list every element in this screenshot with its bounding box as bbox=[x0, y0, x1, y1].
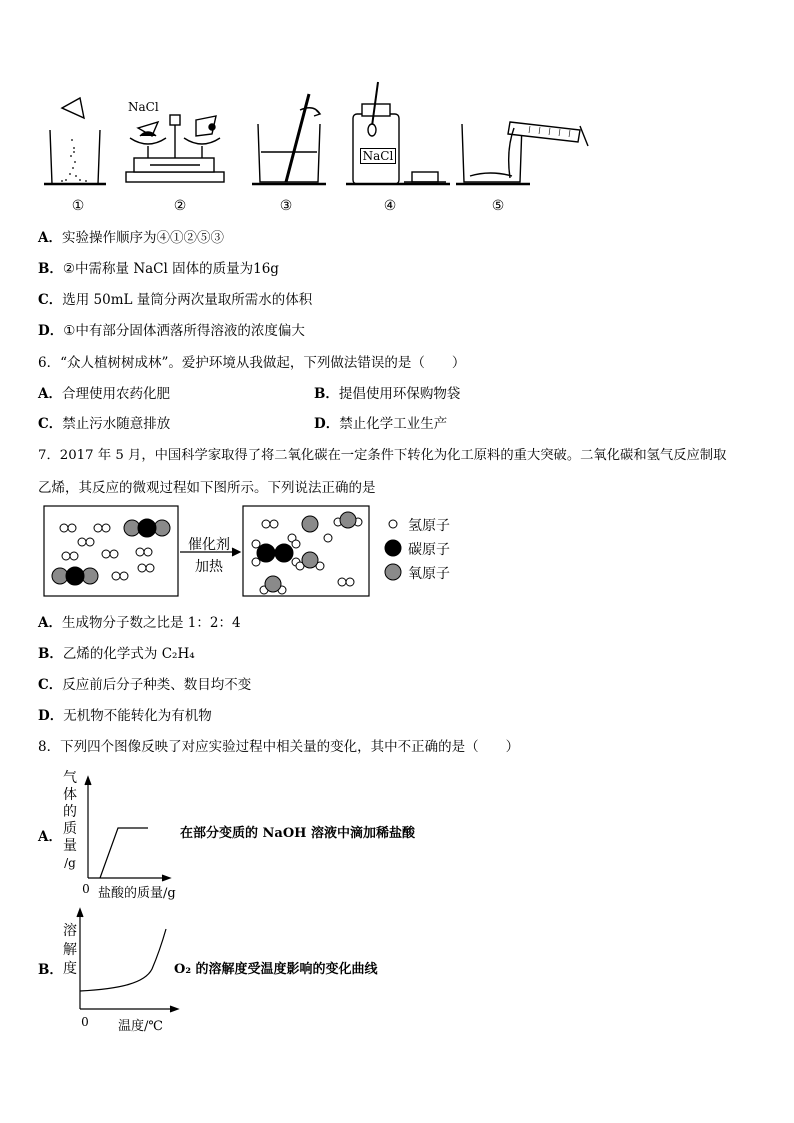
option-text: 乙烯的化学式为 C₂H₄ bbox=[62, 646, 195, 662]
graph-a-ylabel-char: 量 bbox=[63, 838, 77, 854]
option-letter: A． bbox=[38, 386, 62, 402]
legend-carbon-atom: 碳原子 bbox=[408, 542, 450, 558]
q5-option-d bbox=[38, 322, 305, 340]
nacl-jar-label: NaCl bbox=[360, 148, 396, 164]
option-text: 合理使用农药化肥 bbox=[61, 386, 170, 402]
option-letter: C． bbox=[38, 677, 63, 693]
option-letter: B． bbox=[38, 261, 63, 277]
option-letter: A． bbox=[38, 230, 62, 246]
graph-b-xlabel: 温度/℃ bbox=[118, 1019, 163, 1034]
option-letter: B． bbox=[314, 386, 339, 402]
q6-option-a bbox=[38, 385, 170, 403]
beaker-pouring-solid-diagram bbox=[0, 0, 794, 220]
nacl-label: NaCl bbox=[128, 100, 159, 114]
option-text: 禁止污水随意排放 bbox=[62, 416, 171, 432]
q7-stem-line-1: 7．2017 年 5 月，中国科学家取得了将二氧化碳在一定条件下转化为化工原料的重大突破。二氧化碳和氢气反应制取 bbox=[38, 448, 727, 463]
graph-b-ylabel-char: 度 bbox=[63, 961, 77, 977]
option-text: 反应前后分子种类、数目均不变 bbox=[62, 677, 252, 693]
option-text: 提倡使用环保购物袋 bbox=[338, 386, 461, 402]
option-letter: A． bbox=[38, 615, 62, 631]
graph-b-letter: B． bbox=[38, 962, 63, 978]
graph-b-ylabel-char: 解 bbox=[63, 942, 77, 958]
legend-oxygen-atom: 氧原子 bbox=[408, 566, 450, 582]
q8-stem: 8．下列四个图像反映了对应实验过程中相关量的变化，其中不正确的是（ ） bbox=[38, 739, 520, 755]
graph-a-description: 在部分变质的 NaOH 溶液中滴加稀盐酸 bbox=[180, 826, 415, 841]
option-letter: B． bbox=[38, 646, 63, 662]
step-number-3: ③ bbox=[279, 198, 293, 214]
graph-a-letter: A． bbox=[38, 829, 62, 845]
option-text: ②中需称量 NaCl 固体的质量为16g bbox=[62, 261, 279, 277]
reaction-condition-catalyst: 催化剂 bbox=[188, 537, 230, 553]
option-text: 选用 50mL 量筒分两次量取所需水的体积 bbox=[62, 292, 313, 308]
option-text: 无机物不能转化为有机物 bbox=[63, 708, 212, 724]
q6-option-b bbox=[314, 385, 460, 403]
option-letter: D． bbox=[38, 323, 64, 339]
graph-a-ylabel-char: 气 bbox=[63, 770, 77, 786]
step-number-4: ④ bbox=[383, 198, 397, 214]
option-text: 实验操作顺序为④①②⑤③ bbox=[61, 230, 224, 246]
graph-b-plot bbox=[0, 905, 794, 1025]
q6-option-d bbox=[314, 415, 447, 433]
step-number-5: ⑤ bbox=[491, 198, 505, 214]
option-text: ①中有部分固体洒落所得溶液的浓度偏大 bbox=[63, 323, 305, 339]
step-number-2: ② bbox=[173, 198, 187, 214]
reaction-condition-heat: 加热 bbox=[195, 559, 223, 575]
option-letter: D． bbox=[314, 416, 340, 432]
graph-a-ylabel-char: 质 bbox=[63, 821, 77, 837]
option-text: 禁止化学工业生产 bbox=[339, 416, 448, 432]
option-letter: C． bbox=[38, 416, 63, 432]
graph-b-ylabel-char: 溶 bbox=[63, 923, 77, 939]
graph-b-description: O₂ 的溶解度受温度影响的变化曲线 bbox=[174, 962, 378, 977]
option-text: 生成物分子数之比是 1：2：4 bbox=[61, 615, 241, 631]
graph-a-ylabel-char: 体 bbox=[63, 787, 77, 803]
graph-a-ylabel-char: 的 bbox=[63, 804, 77, 820]
legend-hydrogen-atom: 氢原子 bbox=[408, 518, 450, 534]
step-number-1: ① bbox=[71, 198, 85, 214]
q5-option-c bbox=[38, 291, 312, 309]
reaction-micro-diagram bbox=[0, 504, 794, 604]
q5-option-b bbox=[38, 260, 279, 278]
graph-a-ylabel-char: /g bbox=[64, 856, 76, 870]
q7-option-a bbox=[38, 614, 241, 632]
q6-stem: 6．“众人植树树成林”。爱护环境从我做起，下列做法错误的是（ ） bbox=[38, 355, 466, 371]
graph-a-origin: 0 bbox=[82, 882, 90, 896]
q7-option-c bbox=[38, 676, 251, 694]
graph-a-xlabel: 盐酸的质量/g bbox=[98, 886, 176, 901]
q6-option-c bbox=[38, 415, 170, 433]
option-letter: D． bbox=[38, 708, 64, 724]
q7-option-b bbox=[38, 645, 195, 663]
q7-stem-line-2: 乙烯，其反应的微观过程如下图所示。下列说法正确的是 bbox=[38, 480, 376, 496]
q5-option-a bbox=[38, 229, 224, 247]
graph-b-origin: 0 bbox=[81, 1015, 89, 1029]
option-letter: C． bbox=[38, 292, 63, 308]
q7-option-d bbox=[38, 707, 212, 725]
